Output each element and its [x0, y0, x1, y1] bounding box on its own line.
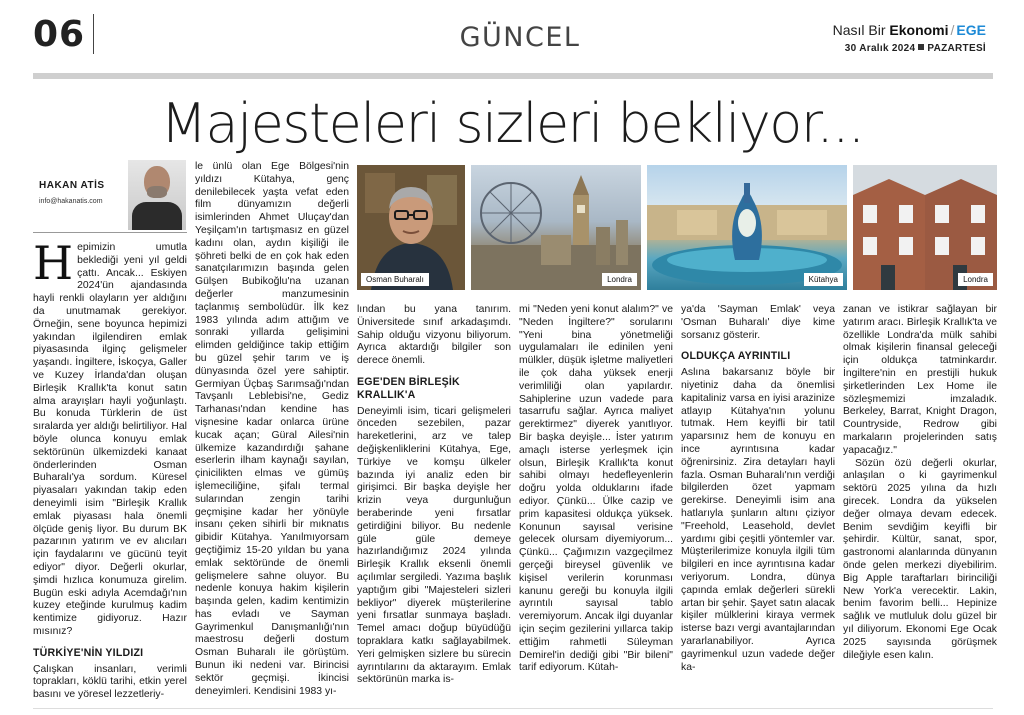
headline: Majesteleri sizleri bekliyor...	[160, 92, 864, 155]
photo-london-skyline	[471, 165, 641, 290]
photo-strip	[357, 165, 997, 290]
article-column-1	[33, 236, 187, 702]
page-number-divider	[93, 14, 94, 54]
author-box	[33, 160, 183, 230]
brand-separator: /	[950, 22, 955, 38]
header-rule	[33, 73, 993, 79]
london-skyline-illustration	[471, 165, 641, 290]
article-paragraph: Çalışkan insanları, verimli toprakları, köklü tarihi, etkin yerel basını ve yöresel lezzetleriy-	[33, 663, 187, 701]
brand-part2: Ekonomi	[889, 22, 949, 38]
issue-weekday: PAZARTESİ	[927, 43, 986, 54]
article-paragraph: Hepimizin umutla beklediği yeni yıl geldi çattı. Ancak... Eskiyen 2024'ün ajandasında hayli renkli olayların yer aldığını da unutmamak gerekiyor. Örneğin, sene boyunca hepimizi yakından ilgilendiren emlak piyasasında ilginç gelişmeler yaşandı. İngiltere, İskoçya, Galler ve Kuzey İrlanda'dan oluşan Birleşik Krallık'ta konut satın alma arayışları hayli yoğunlaştı. Bu konuda Türklerin de üst sıralarda yer aldığı belirtiliyor. Hal böyle olunca konuyu emlak sektörünün ülkemizdeki kanaat önderlerinden Osman Buharalı'ya sordum. Küresel piyasaları yakından takip eden deneyimli isim "Birleşik Krallık emlak piyasası hala önemli ölçüde geniş liyor. Bu durum BK pazarının yatırım ve ev alıcıları için faydalarını ve gücünü teyit ediyor" diyor. Değerli okurlar, şimdi hızlıca konumuza girelim. Bugün eski adıyla Acemdağı'nın kuzey eteğinde kurulmuş kadim kentimize gidiyoruz. Hazır mısınız?	[33, 236, 187, 637]
page-header	[0, 0, 1024, 80]
brand-part1: Nasıl Bir	[832, 22, 886, 38]
author-divider	[33, 232, 187, 233]
brand-part3: EGE	[956, 22, 986, 38]
article-paragraph: zanan ve istikrar sağlayan bir yatırım aracı. Birleşik Krallık'ta ve özellikle Londra'da mülk sahibi olmak kişilerin finansal geleceği için oldukça tatminkardır. İngiltere'nin en prestijli hukuk şirketlerinden Lex Home ile sözleşmemizi imzaladık. Berkeley, Barrat, Knight Dragon, Countryside, Redrow gibi markaların projelerinden satış yapacağız."	[843, 304, 997, 456]
section-title: GÜNCEL	[459, 22, 581, 53]
article-column-2	[195, 161, 349, 698]
author-email: info@hakanatis.com	[39, 198, 103, 205]
article-subheading: OLDUKÇA AYRINTILI	[681, 350, 791, 363]
publication-brand	[833, 22, 986, 38]
article-paragraph: Sözün özü değerli okurlar, anlaşılan o ki gayrimenkul sektörü 2025 yılına da hızlı girecek. Londra da yükselen değer olmaya devam edecek. Benim sevdiğim keyifli bir şehirdir. Kültür, sanat, spor, gastronomi alanlarında dünyanın önde gelen merkezi diyebilirim. Big Apple taraftarları birinciliği New York'a verecektir. Lakin, benim favorim belli... Hepinize sağlık ve mutluluk dolu güzel bir yıl diliyorum. Ekonomi Ege Ocak 2025 sayısında görüşmek dileğiyle esen kalın.	[843, 457, 997, 661]
drop-cap: H	[33, 236, 74, 290]
article-column-3	[357, 304, 511, 687]
photo-london-houses	[853, 165, 997, 290]
author-photo	[128, 160, 186, 230]
photo-caption: Kütahya	[804, 273, 843, 286]
article-paragraph: ya'da 'Sayman Emlak' veya 'Osman Buharalı' diye kime sorsanız gösterir.	[681, 304, 835, 341]
photo-caption: Osman Buharalı	[361, 273, 429, 286]
photo-osman-buharali	[357, 165, 465, 290]
article-column-4	[519, 304, 673, 675]
issue-day: 30 Aralık 2024	[844, 43, 916, 54]
article-column-6	[843, 304, 997, 662]
date-separator-square	[918, 44, 924, 50]
author-name: HAKAN ATİS	[39, 180, 105, 191]
photo-caption: Londra	[602, 273, 637, 286]
article-subheading: EGE'DEN BİRLEŞİK KRALLIK'A	[357, 375, 460, 401]
article-paragraph: mi "Neden yeni konut alalım?" ve "Neden İngiltere?" sorularını "Yeni bina yönetmeliği uygulamaları ile edinilen yeni mülkler, düşük işletme maliyetleri ile çok daha yüksek enerji verimliliği olan yapılardır. Sahiplerine uzun vadede para tasarrufu sağlar. Ayrıca maliyet gerektirmez" diyerek yanıtlıyor. Bir başka deyişle... İster yatırım amaçlı isterse yerleşmek için olsun, Birleşik Krallık'ta konut sahibi olmayı hedefleyenlerin doğru yolda olduklarını ifade ediyor. Çünkü... Ülke cazip ve prim kapasitesi oldukça yüksek. Konunun sayısal verisine gelecek olursam diyemiyorum... Çünkü... Çağımızın vazgeçilmez gerçeği bireysel güvenlik ve kişisel verilerin korunması kanunu gereği bu konuyla ilgili ayrıntılı sayısal tablo veremiyorum. Ancak ilgi duyanlar için seçim gezilerini yıllarca takip ettiğim rahmetli Süleyman Demirel'in dediği gibi "Bir bileni" tarif ediyorum. Kütah-	[519, 304, 673, 674]
article-paragraph: Deneyimli isim, ticari gelişmeleri önceden sezebilen, pazar hareketlerini, arz ve talep değişkenliklerini Kütahya, Ege, Türkiye ve komşu ülkeler bazında iyi analiz eden bir girişimci. Bir başka deyişle her krizin veya durgunluğun beraberinde yeni fırsatlar getirdiğini biliyor. Bu nedenle güle güle demeye hazırlandığımız 2024 yılında Birleşik Krallık eksenli önemli açılımlar sergiledi. Yazıma başlık yaptığım gibi "Majesteleri sizleri bekliyor" diyerek müşterilerine yeni fırsatlar sunmaya başladı. Temel amacı doğup büyüdüğü topraklara katkı sağlayabilmek. Yeri gelmişken sizlere bu sürecin ayrıntılarını da aktarayım. Emlak sektörünün marka is-	[357, 405, 511, 686]
photo-caption: Londra	[958, 273, 993, 286]
article-subheading: TÜRKİYE'NİN YILDIZI	[33, 646, 144, 659]
photo-kutahya-fountain	[647, 165, 847, 290]
portrait-illustration	[357, 165, 465, 290]
london-houses-illustration	[853, 165, 997, 290]
issue-date	[845, 43, 986, 54]
article-paragraph: Aslına bakarsanız böyle bir niyetiniz daha da önemlisi kapitaliniz varsa en iyisi arazinize atlayıp Kütahya'nın yolunu tutmak. Hem keyifli bir tatil yaparsınız hem de konuyu en ince ayrıntısına kadar öğrenirsiniz. Zira detayları hayli fazla. Osman Buharalı'nın verdiği bilgilerden özet yapmam gerekirse. Deneyimli isim ana hatlarıyla şunların altını çiziyor "Freehold, Leasehold, devlet yardımı gibi çeşitli yöntemler var. Müşterilerimize konuyla ilgili tüm bilgileri en ince ayrıntısına kadar veriyorum. Londra, dünya çapında emlak değerleri sürekli artan bir şehir. Şayet satın alacak kişiler mülklerini kiraya vermek isterse bazı vergi avantajlarından yararlanabiliyor. Ayrıca gayrimenkul uzun vadede değer ka-	[681, 367, 835, 673]
article-column-5	[681, 304, 835, 674]
kutahya-fountain-illustration	[647, 165, 847, 290]
page-number: 06	[33, 14, 86, 55]
article-paragraph: le ünlü olan Ege Bölgesi'nin yıldızı Kütahya, genç denilebilecek yaşta vefat eden film dünyamızın değerli isimlerinden Ahmet Uluçay'dan Yeşilçam'ın tartışmasız en güzel kadını olan, aydın kişiliği ile şöhreti belki de en çok hak eden sanatçılarımızın başında gelen Gülşen Bubikoğlu'na uzanan değerler manzumesinin taçlanmış sembolüdür. İlk kez 1983 yılında adım attığım ve sonraki yıllarda gelişimini elimden geldiğince takip ettiğim bu güzel şehir tarım ve iş dünyasında özel yere sahiptir. Germiyan Üçbaş Sarımsağı'ndan Tavşanlı Leblebisi'ne, Gediz Tarhanası'ndan kendine has vişnesine kadar onlarca ürüne kucak açan; Güral Ailesi'nin ülkemize kazandırdığı şahane eserlerin ilham kaynağı sayılan, çinicilikten elmas ve gümüş işlemeciliğine, şifalı termal sularından zengin tarihi geçmişine kadar her yönüyle insanı çeken sihirli bir mıknatıs gibidir Kütahya. Yanılmıyorsam geçtiğimiz 15-20 yıldan bu yana emlak sektöründe de önemli gelişmelere sahne oluyor. Bu nedenle konuya hakim kişilerin başında gelen, kadim kentimizin has evladı ve Sayman Gayrimenkul Danışmanlığı'nın maestrosu değerli dostum Osman Buharalı ile görüştüm. Bunun iki nedeni var. Birincisi sektör geçmişi. İkincisi deneyimleri. Kendisini 1983 yı-	[195, 161, 349, 697]
article-paragraph: lından bu yana tanırım. Üniversitede sınıf arkadaşımdı. Sahip olduğu vizyonu biliyorum. Ayrıca aktardığı bilgiler son derece önemli.	[357, 304, 511, 367]
footer-rule	[33, 708, 993, 709]
